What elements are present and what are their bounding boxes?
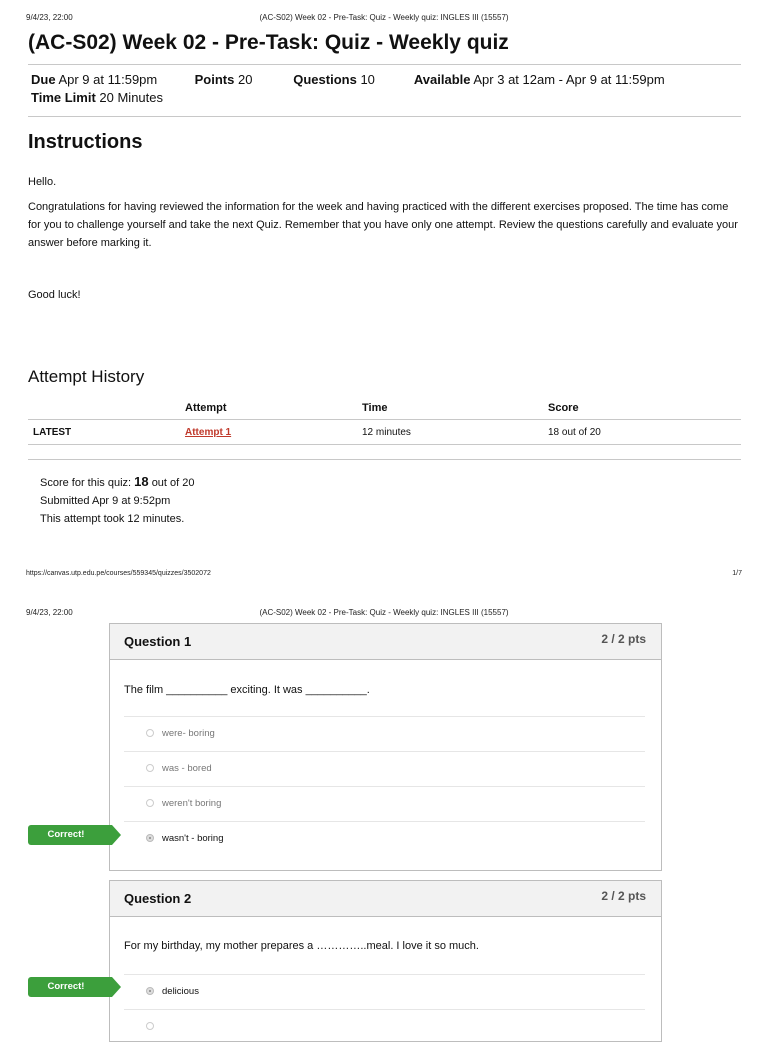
answer-label: delicious [162, 986, 199, 997]
radio-button-selected[interactable] [146, 834, 154, 842]
correct-badge [28, 825, 112, 845]
question-points: 2 / 2 pts [601, 632, 646, 646]
instructions-closing: Good luck! [28, 289, 81, 301]
score-summary [40, 473, 195, 528]
instructions-greeting: Hello. [28, 176, 57, 188]
attempt-time: 12 minutes [357, 420, 543, 445]
divider [28, 116, 741, 117]
badge-arrow [112, 825, 121, 845]
table-header-row [28, 397, 741, 420]
question-text: The film __________ exciting. It was __________. [124, 684, 370, 696]
attempt-cell [180, 420, 357, 445]
answer-label: was - bored [162, 763, 212, 774]
points-item: Points 20 [194, 72, 253, 87]
print-date: 9/4/23, 22:00 [26, 608, 73, 617]
correct-label: Correct! [28, 825, 112, 845]
answer-option-selected[interactable] [124, 821, 645, 856]
question-header [110, 624, 661, 660]
question-title: Question 2 [124, 891, 192, 906]
column-header [28, 397, 180, 420]
instructions-heading: Instructions [28, 131, 143, 153]
question-text: For my birthday, my mother prepares a …………..meal. I love it so much. [124, 940, 479, 952]
radio-button[interactable] [146, 764, 154, 772]
correct-badge [28, 977, 112, 997]
print-date: 9/4/23, 22:00 [26, 13, 73, 22]
question-points: 2 / 2 pts [601, 889, 646, 903]
attempt-history-heading: Attempt History [28, 367, 145, 386]
radio-button[interactable] [146, 799, 154, 807]
attempt-link[interactable]: Attempt 1 [185, 426, 232, 438]
due-item: Due Apr 9 at 11:59pm [31, 72, 158, 87]
radio-button[interactable] [146, 729, 154, 737]
quiz-details [31, 71, 741, 107]
radio-button[interactable] [146, 1022, 154, 1030]
score-line: Score for this quiz: 18 out of 20 [40, 474, 195, 489]
answer-option[interactable] [124, 786, 645, 821]
radio-button-selected[interactable] [146, 987, 154, 995]
attempt-history-table [28, 397, 741, 445]
questions-item: Questions 10 [293, 72, 375, 87]
page-title: (AC-S02) Week 02 - Pre-Task: Quiz - Weekly quiz [28, 31, 509, 54]
submitted-line: Submitted Apr 9 at 9:52pm [40, 495, 171, 507]
answer-label: wasn't - boring [162, 833, 224, 844]
answer-option-selected[interactable] [124, 974, 645, 1009]
print-doc-title: (AC-S02) Week 02 - Pre-Task: Quiz - Weekly quiz: INGLES III (15557) [259, 608, 509, 617]
answer-label: were- boring [162, 728, 215, 739]
available-item: Available Apr 3 at 12am - Apr 9 at 11:59pm [413, 72, 665, 87]
question-header [110, 881, 661, 917]
page-number: 1/7 [732, 570, 742, 577]
table-row [28, 420, 741, 445]
answer-option[interactable] [124, 1009, 645, 1044]
question-card [109, 880, 662, 1042]
print-doc-title: (AC-S02) Week 02 - Pre-Task: Quiz - Weekly quiz: INGLES III (15557) [259, 13, 509, 22]
correct-label: Correct! [28, 977, 112, 997]
attempt-label: LATEST [28, 420, 180, 445]
divider [28, 459, 741, 460]
column-header: Attempt [180, 397, 357, 420]
question-title: Question 1 [124, 634, 192, 649]
answer-option[interactable] [124, 751, 645, 786]
divider [28, 64, 741, 65]
print-footer [26, 570, 742, 577]
answer-label: weren't boring [162, 798, 222, 809]
duration-line: This attempt took 12 minutes. [40, 513, 185, 525]
attempt-score: 18 out of 20 [543, 420, 741, 445]
question-card [109, 623, 662, 871]
time-limit-item: Time Limit 20 Minutes [31, 90, 163, 105]
answer-option[interactable] [124, 716, 645, 751]
column-header: Time [357, 397, 543, 420]
badge-arrow [112, 977, 121, 997]
page-url: https://canvas.utp.edu.pe/courses/559345/quizzes/3502072 [26, 570, 211, 577]
column-header: Score [543, 397, 741, 420]
instructions-body: Congratulations for having reviewed the information for the week and having practiced with the different exercises proposed. The time has come for you to challenge yourself and take the next Quiz. Remember that you have only one attempt. Review the questions carefully and evaluate your answer before marking it. [28, 201, 738, 249]
